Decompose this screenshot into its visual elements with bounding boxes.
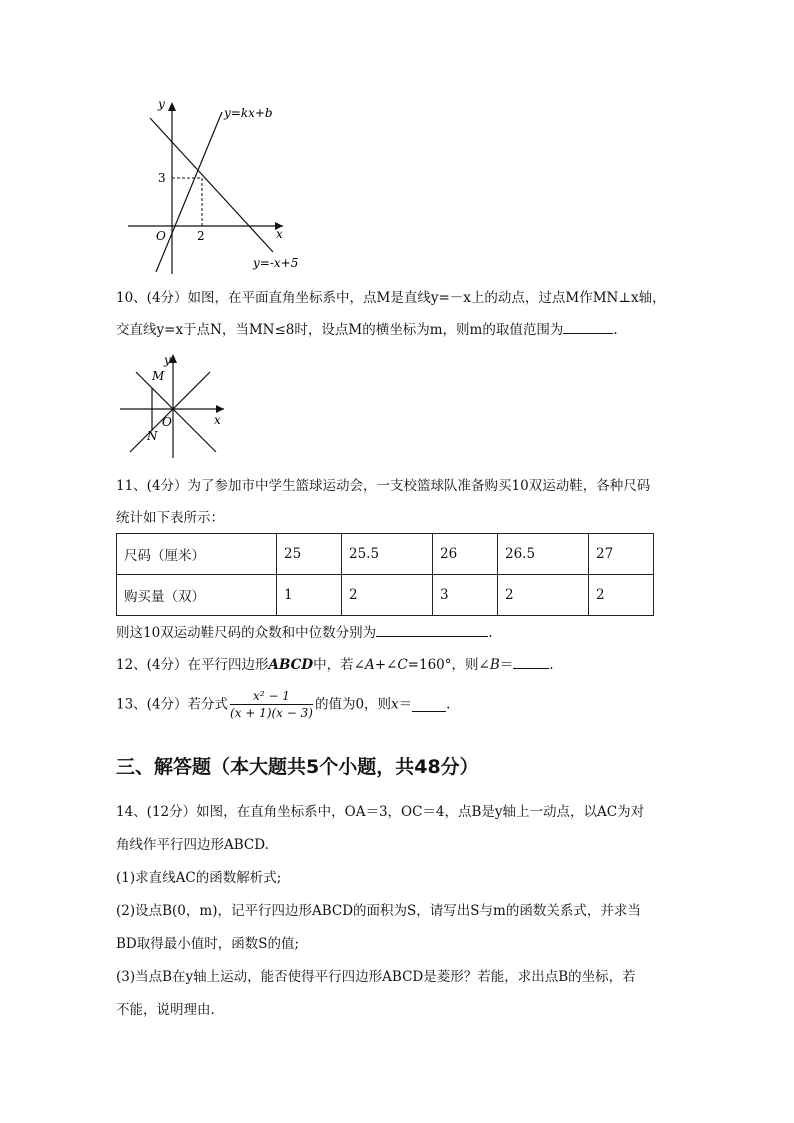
q11-answer-line: 则这10双运动鞋尺码的众数和中位数分别为 . [116, 617, 686, 649]
fraction-denominator: (x + 1)(x − 3) [230, 706, 313, 720]
table-row [117, 534, 654, 575]
fraction [230, 688, 313, 721]
q10-line1: 10、(4分）如图，在平面直角坐标系中，点M是直线y=－x上的动点，过点M作MN⊥x轴， [116, 290, 666, 306]
graph1-y-label: y [158, 97, 165, 111]
section-title: 三、解答题（本大题共5个小题，共48分） [116, 756, 479, 778]
question-12: 12、(4分）在平行四边形ABCD中，若∠A+∠C=160°，则∠B＝ . [116, 649, 686, 681]
q12-answer-blank[interactable] [513, 654, 549, 669]
graph1-x-label: x [276, 227, 283, 241]
table-cell: 25.5 [342, 534, 433, 575]
table-row-head: 尺码（厘米） [117, 534, 277, 575]
q14-line: BD取得最小值时，函数S的值; [116, 936, 300, 952]
q14-line: 不能，说明理由. [116, 1002, 215, 1018]
q14-line: (2)设点B(0，m)，记平行四边形ABCD的面积为S，请写出S与m的函数关系式，并求当 [116, 903, 641, 919]
q14-line: (1)求直线AC的函数解析式; [116, 870, 282, 886]
graph2-x-label: x [214, 413, 221, 427]
graph2-y-label: y [164, 353, 171, 367]
table-cell: 2 [342, 575, 433, 616]
question-14 [116, 796, 686, 1027]
graph1-line1-label: y=kx+b [224, 106, 273, 120]
table-row-head: 购买量（双） [117, 575, 277, 616]
table-cell: 1 [277, 575, 342, 616]
graph-mn [116, 350, 236, 460]
q11-answer-blank[interactable] [376, 622, 488, 637]
table-cell: 2 [498, 575, 589, 616]
question-11 [116, 470, 686, 534]
q10-answer-blank[interactable] [563, 319, 613, 334]
q11-line1: 11、(4分）为了参加市中学生篮球运动会，一支校篮球队准备购买10双运动鞋，各种尺码 [116, 478, 651, 494]
q14-line: 角线作平行四边形ABCD. [116, 837, 269, 853]
graph1-origin: O [156, 229, 166, 243]
graph1-line2-label: y=-x+5 [253, 256, 299, 270]
table-cell: 26.5 [498, 534, 589, 575]
table-cell: 26 [433, 534, 498, 575]
graph2-origin: O [162, 415, 172, 429]
table-cell: 27 [589, 534, 654, 575]
q14-line: 14、(12分）如图，在直角坐标系中，OA＝3，OC＝4，点B是y轴上一动点，以AC为对 [116, 804, 645, 820]
point-n-label: N [147, 429, 158, 443]
fraction-numerator: x² − 1 [230, 688, 313, 705]
table-cell: 3 [433, 575, 498, 616]
graph1-tick-y: 3 [158, 171, 166, 185]
table-row [117, 575, 654, 616]
question-10 [116, 282, 686, 346]
q14-line: (3)当点B在y轴上运动，能否使得平行四边形ABCD是菱形？若能，求出点B的坐标，若 [116, 969, 636, 985]
line-y-equals-x [130, 372, 210, 452]
shoe-size-table [116, 533, 654, 616]
q11-line2: 统计如下表所示： [116, 510, 224, 526]
table-cell: 2 [589, 575, 654, 616]
table-cell: 25 [277, 534, 342, 575]
point-m-label: M [152, 369, 165, 383]
graph-kx-plus-b [118, 96, 318, 276]
graph1-tick-x: 2 [197, 229, 205, 243]
q13-answer-blank[interactable] [412, 697, 446, 712]
question-13: 13、(4分）若分式 $\frac{\text{x² − 1}}{(x + 1)(x - 3)}$ 的值为0，则x＝ . [116, 689, 451, 720]
q10-line2: 交直线y=x于点N，当MN≤8时，设点M的横坐标为m，则m的取值范围为 . [116, 314, 686, 346]
